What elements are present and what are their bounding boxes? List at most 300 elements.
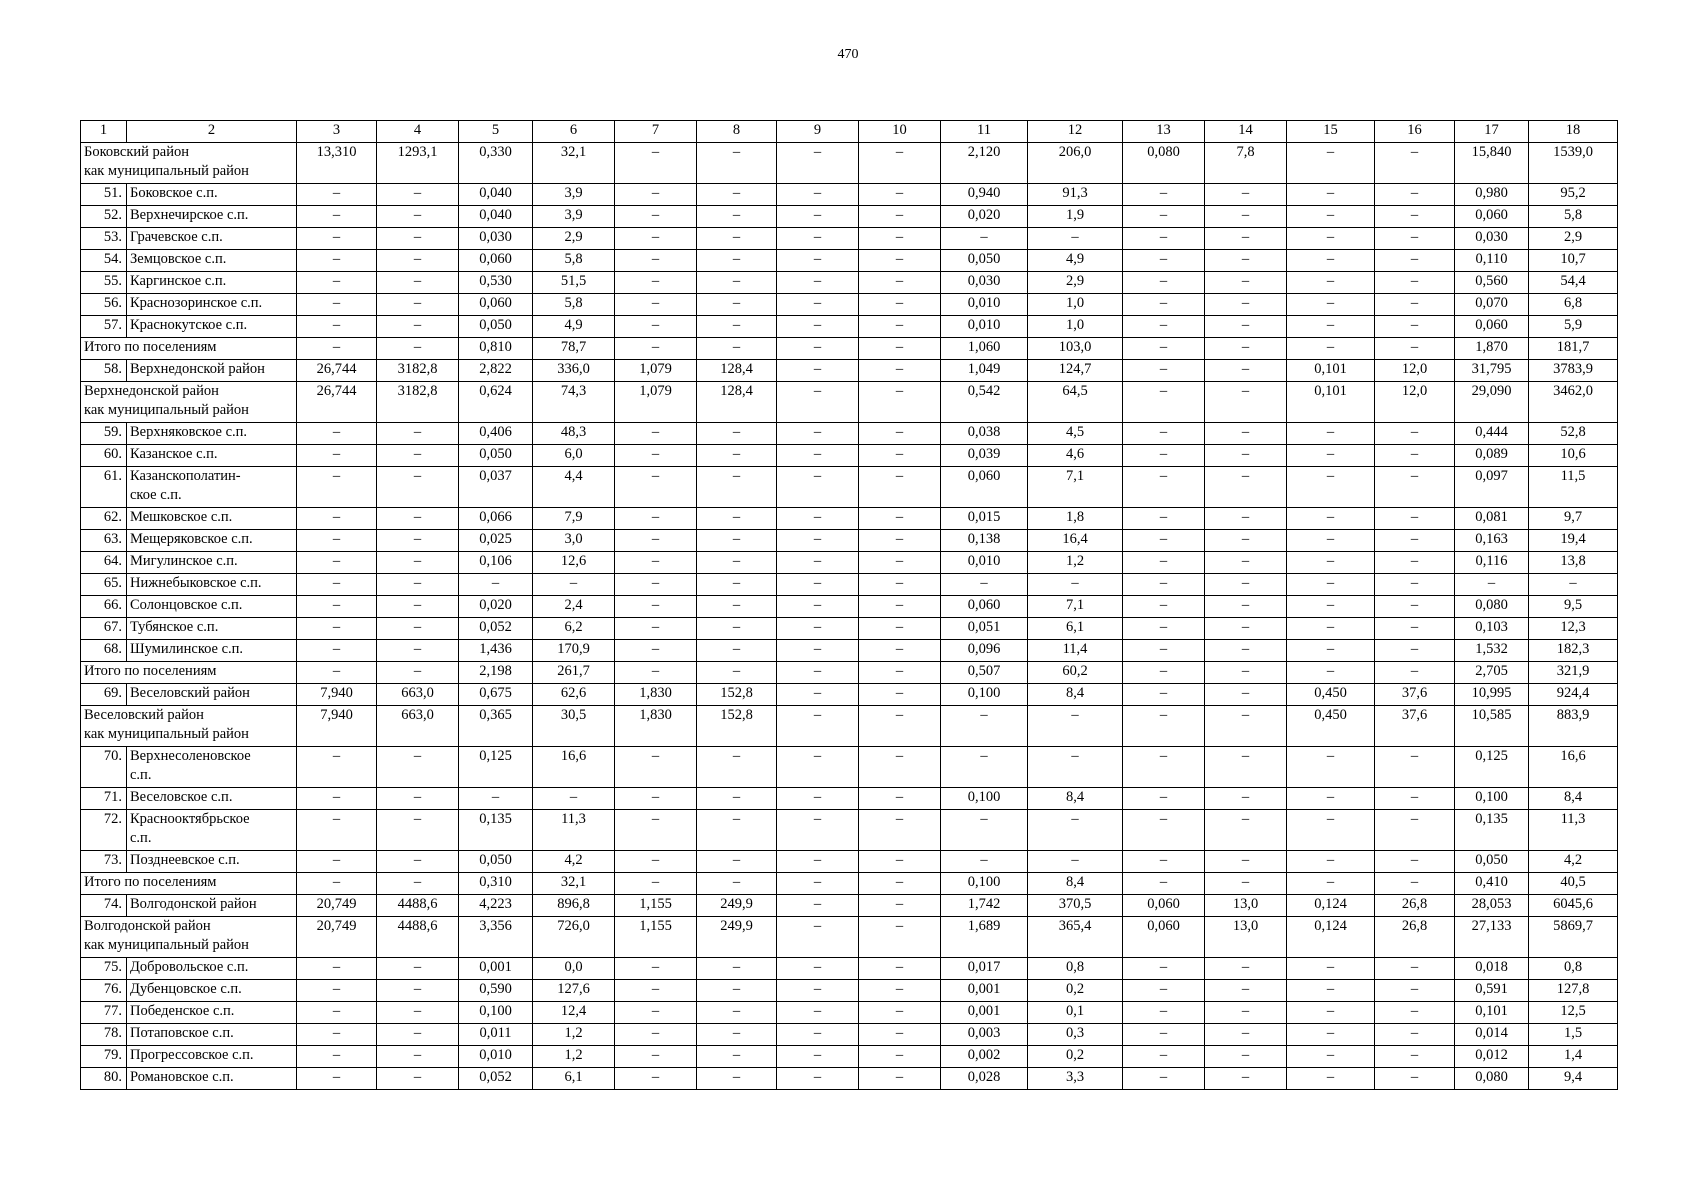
page-number: 470 [837, 47, 859, 62]
value-cell: – [1375, 1024, 1455, 1046]
value-cell: 1,079 [615, 382, 697, 423]
row-number: 54. [81, 250, 127, 272]
value-cell: – [1287, 445, 1375, 467]
value-cell: 9,5 [1529, 596, 1618, 618]
value-cell: 1,079 [615, 360, 697, 382]
row-label: Каргинское с.п. [127, 272, 297, 294]
value-cell: – [297, 747, 377, 788]
value-cell: 0,096 [941, 640, 1028, 662]
table-row [81, 228, 1618, 250]
value-cell: 1,4 [1529, 1046, 1618, 1068]
table-body [81, 121, 1618, 1090]
value-cell: 128,4 [697, 382, 777, 423]
value-cell: – [859, 184, 941, 206]
value-cell: – [777, 706, 859, 747]
value-cell: 19,4 [1529, 530, 1618, 552]
value-cell: 0,051 [941, 618, 1028, 640]
value-cell: 261,7 [533, 662, 615, 684]
value-cell: – [777, 851, 859, 873]
value-cell: – [1287, 143, 1375, 184]
value-cell: – [1375, 747, 1455, 788]
value-cell: – [697, 338, 777, 360]
value-cell: – [377, 445, 459, 467]
value-cell: 4,5 [1028, 423, 1123, 445]
value-cell: – [377, 640, 459, 662]
value-cell: – [1205, 272, 1287, 294]
row-label: Потаповское с.п. [127, 1024, 297, 1046]
column-number: 18 [1529, 121, 1618, 143]
value-cell: – [1287, 206, 1375, 228]
table-row [81, 316, 1618, 338]
value-cell: – [859, 873, 941, 895]
value-cell: 4488,6 [377, 917, 459, 958]
value-cell: – [1375, 423, 1455, 445]
value-cell: – [1123, 788, 1205, 810]
value-cell: 52,8 [1529, 423, 1618, 445]
value-cell: 37,6 [1375, 684, 1455, 706]
value-cell: 62,6 [533, 684, 615, 706]
value-cell: – [697, 228, 777, 250]
value-cell: 0,011 [459, 1024, 533, 1046]
value-cell: – [941, 851, 1028, 873]
value-cell: – [1123, 596, 1205, 618]
value-cell: – [1287, 851, 1375, 873]
value-cell: – [1205, 184, 1287, 206]
row-number: 77. [81, 1002, 127, 1024]
row-number: 66. [81, 596, 127, 618]
value-cell: 0,012 [1455, 1046, 1529, 1068]
value-cell: 0,010 [941, 316, 1028, 338]
column-number: 14 [1205, 121, 1287, 143]
value-cell: 924,4 [1529, 684, 1618, 706]
value-cell: – [777, 552, 859, 574]
value-cell: 32,1 [533, 143, 615, 184]
value-cell: – [1205, 467, 1287, 508]
value-cell: – [615, 747, 697, 788]
value-cell: 0,060 [1123, 895, 1205, 917]
value-cell: 2,705 [1455, 662, 1529, 684]
value-cell: – [1375, 530, 1455, 552]
row-label: Краснозоринское с.п. [127, 294, 297, 316]
value-cell: 0,039 [941, 445, 1028, 467]
value-cell: 0,507 [941, 662, 1028, 684]
row-number: 73. [81, 851, 127, 873]
value-cell: – [615, 552, 697, 574]
value-cell: – [1028, 228, 1123, 250]
value-cell: – [297, 423, 377, 445]
value-cell: – [297, 873, 377, 895]
value-cell: – [1375, 228, 1455, 250]
value-cell: 0,330 [459, 143, 533, 184]
row-number: 60. [81, 445, 127, 467]
value-cell: – [859, 250, 941, 272]
value-cell: 26,8 [1375, 917, 1455, 958]
value-cell: – [859, 467, 941, 508]
value-cell: – [1375, 206, 1455, 228]
value-cell: 0,125 [1455, 747, 1529, 788]
value-cell: 7,940 [297, 706, 377, 747]
value-cell: – [1123, 1002, 1205, 1024]
value-cell: – [859, 1046, 941, 1068]
value-cell: – [615, 228, 697, 250]
value-cell: – [1287, 250, 1375, 272]
value-cell: – [1205, 747, 1287, 788]
value-cell: – [1287, 294, 1375, 316]
value-cell: – [297, 552, 377, 574]
value-cell: – [941, 706, 1028, 747]
value-cell: 663,0 [377, 684, 459, 706]
value-cell: – [859, 1068, 941, 1090]
value-cell: – [615, 640, 697, 662]
value-cell: – [377, 294, 459, 316]
row-number: 71. [81, 788, 127, 810]
row-number: 59. [81, 423, 127, 445]
value-cell: 48,3 [533, 423, 615, 445]
value-cell: 0,050 [459, 851, 533, 873]
value-cell: – [777, 228, 859, 250]
value-cell: 0,542 [941, 382, 1028, 423]
value-cell: 4,6 [1028, 445, 1123, 467]
value-cell: 0,530 [459, 272, 533, 294]
value-cell: – [1205, 360, 1287, 382]
value-cell: 2,9 [1028, 272, 1123, 294]
value-cell: 1539,0 [1529, 143, 1618, 184]
value-cell: – [859, 316, 941, 338]
value-cell: 5,8 [533, 250, 615, 272]
value-cell: – [1205, 228, 1287, 250]
value-cell: – [859, 530, 941, 552]
value-cell: 0,444 [1455, 423, 1529, 445]
value-cell: – [1205, 1068, 1287, 1090]
value-cell: 1,049 [941, 360, 1028, 382]
value-cell: 13,8 [1529, 552, 1618, 574]
value-cell: – [1287, 184, 1375, 206]
value-cell: – [615, 294, 697, 316]
value-cell: 0,135 [1455, 810, 1529, 851]
value-cell: 3,9 [533, 206, 615, 228]
table-row [81, 895, 1618, 917]
value-cell: – [377, 467, 459, 508]
value-cell: 1,9 [1028, 206, 1123, 228]
value-cell: 365,4 [1028, 917, 1123, 958]
row-number: 78. [81, 1024, 127, 1046]
table-row [81, 530, 1618, 552]
value-cell: 0,018 [1455, 958, 1529, 980]
value-cell: – [697, 316, 777, 338]
table-row [81, 382, 1618, 423]
row-label: Итого по поселениям [81, 873, 297, 895]
value-cell: – [777, 272, 859, 294]
value-cell: – [1375, 143, 1455, 184]
value-cell: 0,100 [1455, 788, 1529, 810]
value-cell: – [1287, 662, 1375, 684]
value-cell: – [1123, 1024, 1205, 1046]
value-cell: 8,4 [1028, 873, 1123, 895]
row-number: 80. [81, 1068, 127, 1090]
row-number: 65. [81, 574, 127, 596]
row-label: Боковский район как муниципальный район [81, 143, 297, 184]
value-cell: – [615, 250, 697, 272]
value-cell: 1,5 [1529, 1024, 1618, 1046]
row-number: 75. [81, 958, 127, 980]
value-cell: 0,066 [459, 508, 533, 530]
value-cell: – [1123, 294, 1205, 316]
row-label: Боковское с.п. [127, 184, 297, 206]
row-label: Казанскополатин- ское с.п. [127, 467, 297, 508]
value-cell: – [859, 706, 941, 747]
value-cell: 3182,8 [377, 382, 459, 423]
value-cell: – [697, 788, 777, 810]
value-cell: – [377, 747, 459, 788]
value-cell: 0,450 [1287, 706, 1375, 747]
value-cell: – [777, 445, 859, 467]
value-cell: – [1123, 640, 1205, 662]
value-cell: 26,744 [297, 382, 377, 423]
value-cell: – [377, 338, 459, 360]
value-cell: 2,9 [533, 228, 615, 250]
row-number: 79. [81, 1046, 127, 1068]
value-cell: – [1375, 294, 1455, 316]
value-cell: 54,4 [1529, 272, 1618, 294]
value-cell: – [297, 184, 377, 206]
table-row [81, 810, 1618, 851]
value-cell: – [615, 980, 697, 1002]
value-cell: 3,356 [459, 917, 533, 958]
value-cell: 0,050 [941, 250, 1028, 272]
value-cell: – [615, 1046, 697, 1068]
value-cell: 10,6 [1529, 445, 1618, 467]
value-cell: – [777, 596, 859, 618]
value-cell: – [1375, 552, 1455, 574]
value-cell: – [615, 530, 697, 552]
value-cell: – [697, 873, 777, 895]
value-cell: – [1375, 662, 1455, 684]
value-cell: – [859, 747, 941, 788]
value-cell: 0,591 [1455, 980, 1529, 1002]
value-cell: – [1123, 1068, 1205, 1090]
value-cell: – [859, 382, 941, 423]
value-cell: 1,2 [533, 1046, 615, 1068]
value-cell: – [1205, 662, 1287, 684]
value-cell: – [697, 1068, 777, 1090]
value-cell: – [297, 574, 377, 596]
value-cell: 0,040 [459, 206, 533, 228]
value-cell: – [1205, 706, 1287, 747]
table-row [81, 552, 1618, 574]
value-cell: – [697, 1002, 777, 1024]
value-cell: 370,5 [1028, 895, 1123, 917]
value-cell: – [1123, 552, 1205, 574]
value-cell: – [1287, 508, 1375, 530]
row-label: Позднеевское с.п. [127, 851, 297, 873]
value-cell: – [1287, 1024, 1375, 1046]
value-cell: – [1123, 508, 1205, 530]
value-cell: – [615, 1024, 697, 1046]
value-cell: 13,0 [1205, 895, 1287, 917]
value-cell: – [777, 980, 859, 1002]
value-cell: 0,125 [459, 747, 533, 788]
value-cell: – [777, 958, 859, 980]
value-cell: 0,060 [1455, 206, 1529, 228]
value-cell: – [377, 250, 459, 272]
column-number: 9 [777, 121, 859, 143]
value-cell: 10,7 [1529, 250, 1618, 272]
value-cell: – [1123, 706, 1205, 747]
value-cell: – [1028, 851, 1123, 873]
value-cell: 64,5 [1028, 382, 1123, 423]
value-cell: – [697, 530, 777, 552]
value-cell: – [1123, 851, 1205, 873]
value-cell: – [1123, 206, 1205, 228]
value-cell: 1,436 [459, 640, 533, 662]
value-cell: – [1205, 1024, 1287, 1046]
row-label: Добровольское с.п. [127, 958, 297, 980]
table-row [81, 747, 1618, 788]
value-cell: 7,1 [1028, 596, 1123, 618]
value-cell: 7,8 [1205, 143, 1287, 184]
value-cell: – [1287, 338, 1375, 360]
value-cell: – [1123, 272, 1205, 294]
row-label: Верхнедонской район [127, 360, 297, 382]
value-cell: – [297, 851, 377, 873]
value-cell: 0,081 [1455, 508, 1529, 530]
value-cell: 0,101 [1455, 1002, 1529, 1024]
row-label: Итого по поселениям [81, 338, 297, 360]
value-cell: – [697, 810, 777, 851]
value-cell: 26,8 [1375, 895, 1455, 917]
value-cell: – [615, 338, 697, 360]
value-cell: – [1123, 1046, 1205, 1068]
value-cell: 5,8 [533, 294, 615, 316]
table-row [81, 184, 1618, 206]
value-cell: – [697, 445, 777, 467]
value-cell: – [377, 851, 459, 873]
value-cell: – [377, 574, 459, 596]
row-label: Веселовский район [127, 684, 297, 706]
value-cell: 726,0 [533, 917, 615, 958]
row-label: Солонцовское с.п. [127, 596, 297, 618]
value-cell: – [1375, 1068, 1455, 1090]
value-cell: – [377, 788, 459, 810]
column-number: 11 [941, 121, 1028, 143]
value-cell: 30,5 [533, 706, 615, 747]
value-cell: – [777, 294, 859, 316]
value-cell: 51,5 [533, 272, 615, 294]
row-number: 62. [81, 508, 127, 530]
value-cell: – [1205, 552, 1287, 574]
value-cell: – [697, 574, 777, 596]
value-cell: 0,028 [941, 1068, 1028, 1090]
value-cell: 0,080 [1123, 143, 1205, 184]
row-label: Краснооктябрьское с.п. [127, 810, 297, 851]
row-number: 69. [81, 684, 127, 706]
value-cell: – [1287, 423, 1375, 445]
value-cell: – [297, 958, 377, 980]
value-cell: 0,675 [459, 684, 533, 706]
value-cell: – [777, 574, 859, 596]
value-cell: – [859, 206, 941, 228]
table-row [81, 423, 1618, 445]
value-cell: 1,0 [1028, 316, 1123, 338]
value-cell: 1,2 [1028, 552, 1123, 574]
row-number: 76. [81, 980, 127, 1002]
value-cell: 0,810 [459, 338, 533, 360]
value-cell: – [859, 917, 941, 958]
value-cell: – [615, 574, 697, 596]
value-cell: – [859, 810, 941, 851]
row-number: 55. [81, 272, 127, 294]
value-cell: – [297, 530, 377, 552]
value-cell: 27,133 [1455, 917, 1529, 958]
value-cell: – [1205, 530, 1287, 552]
value-cell: – [1287, 530, 1375, 552]
value-cell: 0,100 [941, 873, 1028, 895]
row-number: 72. [81, 810, 127, 851]
column-number: 15 [1287, 121, 1375, 143]
value-cell: 4,2 [1529, 851, 1618, 873]
value-cell: – [1205, 382, 1287, 423]
value-cell: – [697, 206, 777, 228]
row-label: Веселовский район как муниципальный район [81, 706, 297, 747]
value-cell: 0,001 [941, 1002, 1028, 1024]
value-cell: 3,9 [533, 184, 615, 206]
value-cell: – [1205, 618, 1287, 640]
value-cell: 1,155 [615, 917, 697, 958]
column-number: 1 [81, 121, 127, 143]
value-cell: – [697, 552, 777, 574]
value-cell: – [1123, 250, 1205, 272]
value-cell: 1,742 [941, 895, 1028, 917]
table-row [81, 706, 1618, 747]
value-cell: – [859, 1024, 941, 1046]
value-cell: – [377, 530, 459, 552]
value-cell: 0,101 [1287, 382, 1375, 423]
value-cell: – [859, 360, 941, 382]
value-cell: – [941, 747, 1028, 788]
value-cell: 60,2 [1028, 662, 1123, 684]
value-cell: – [777, 206, 859, 228]
value-cell: – [1287, 316, 1375, 338]
row-label: Казанское с.п. [127, 445, 297, 467]
value-cell: – [777, 382, 859, 423]
column-number: 17 [1455, 121, 1529, 143]
row-number: 57. [81, 316, 127, 338]
value-cell: 249,9 [697, 917, 777, 958]
value-cell: – [297, 294, 377, 316]
row-number: 68. [81, 640, 127, 662]
value-cell: – [697, 747, 777, 788]
table-row [81, 662, 1618, 684]
value-cell: 0,3 [1028, 1024, 1123, 1046]
value-cell: – [1375, 574, 1455, 596]
value-cell: 0,040 [459, 184, 533, 206]
value-cell: – [615, 596, 697, 618]
value-cell: – [1375, 980, 1455, 1002]
value-cell: – [859, 788, 941, 810]
value-cell: – [777, 1068, 859, 1090]
value-cell: – [1529, 574, 1618, 596]
column-number: 16 [1375, 121, 1455, 143]
row-label: Верхнечирское с.п. [127, 206, 297, 228]
value-cell: – [697, 662, 777, 684]
value-cell: – [777, 810, 859, 851]
value-cell: 1,870 [1455, 338, 1529, 360]
value-cell: – [777, 530, 859, 552]
value-cell: – [1123, 360, 1205, 382]
value-cell: 20,749 [297, 917, 377, 958]
row-number: 70. [81, 747, 127, 788]
value-cell: – [297, 250, 377, 272]
